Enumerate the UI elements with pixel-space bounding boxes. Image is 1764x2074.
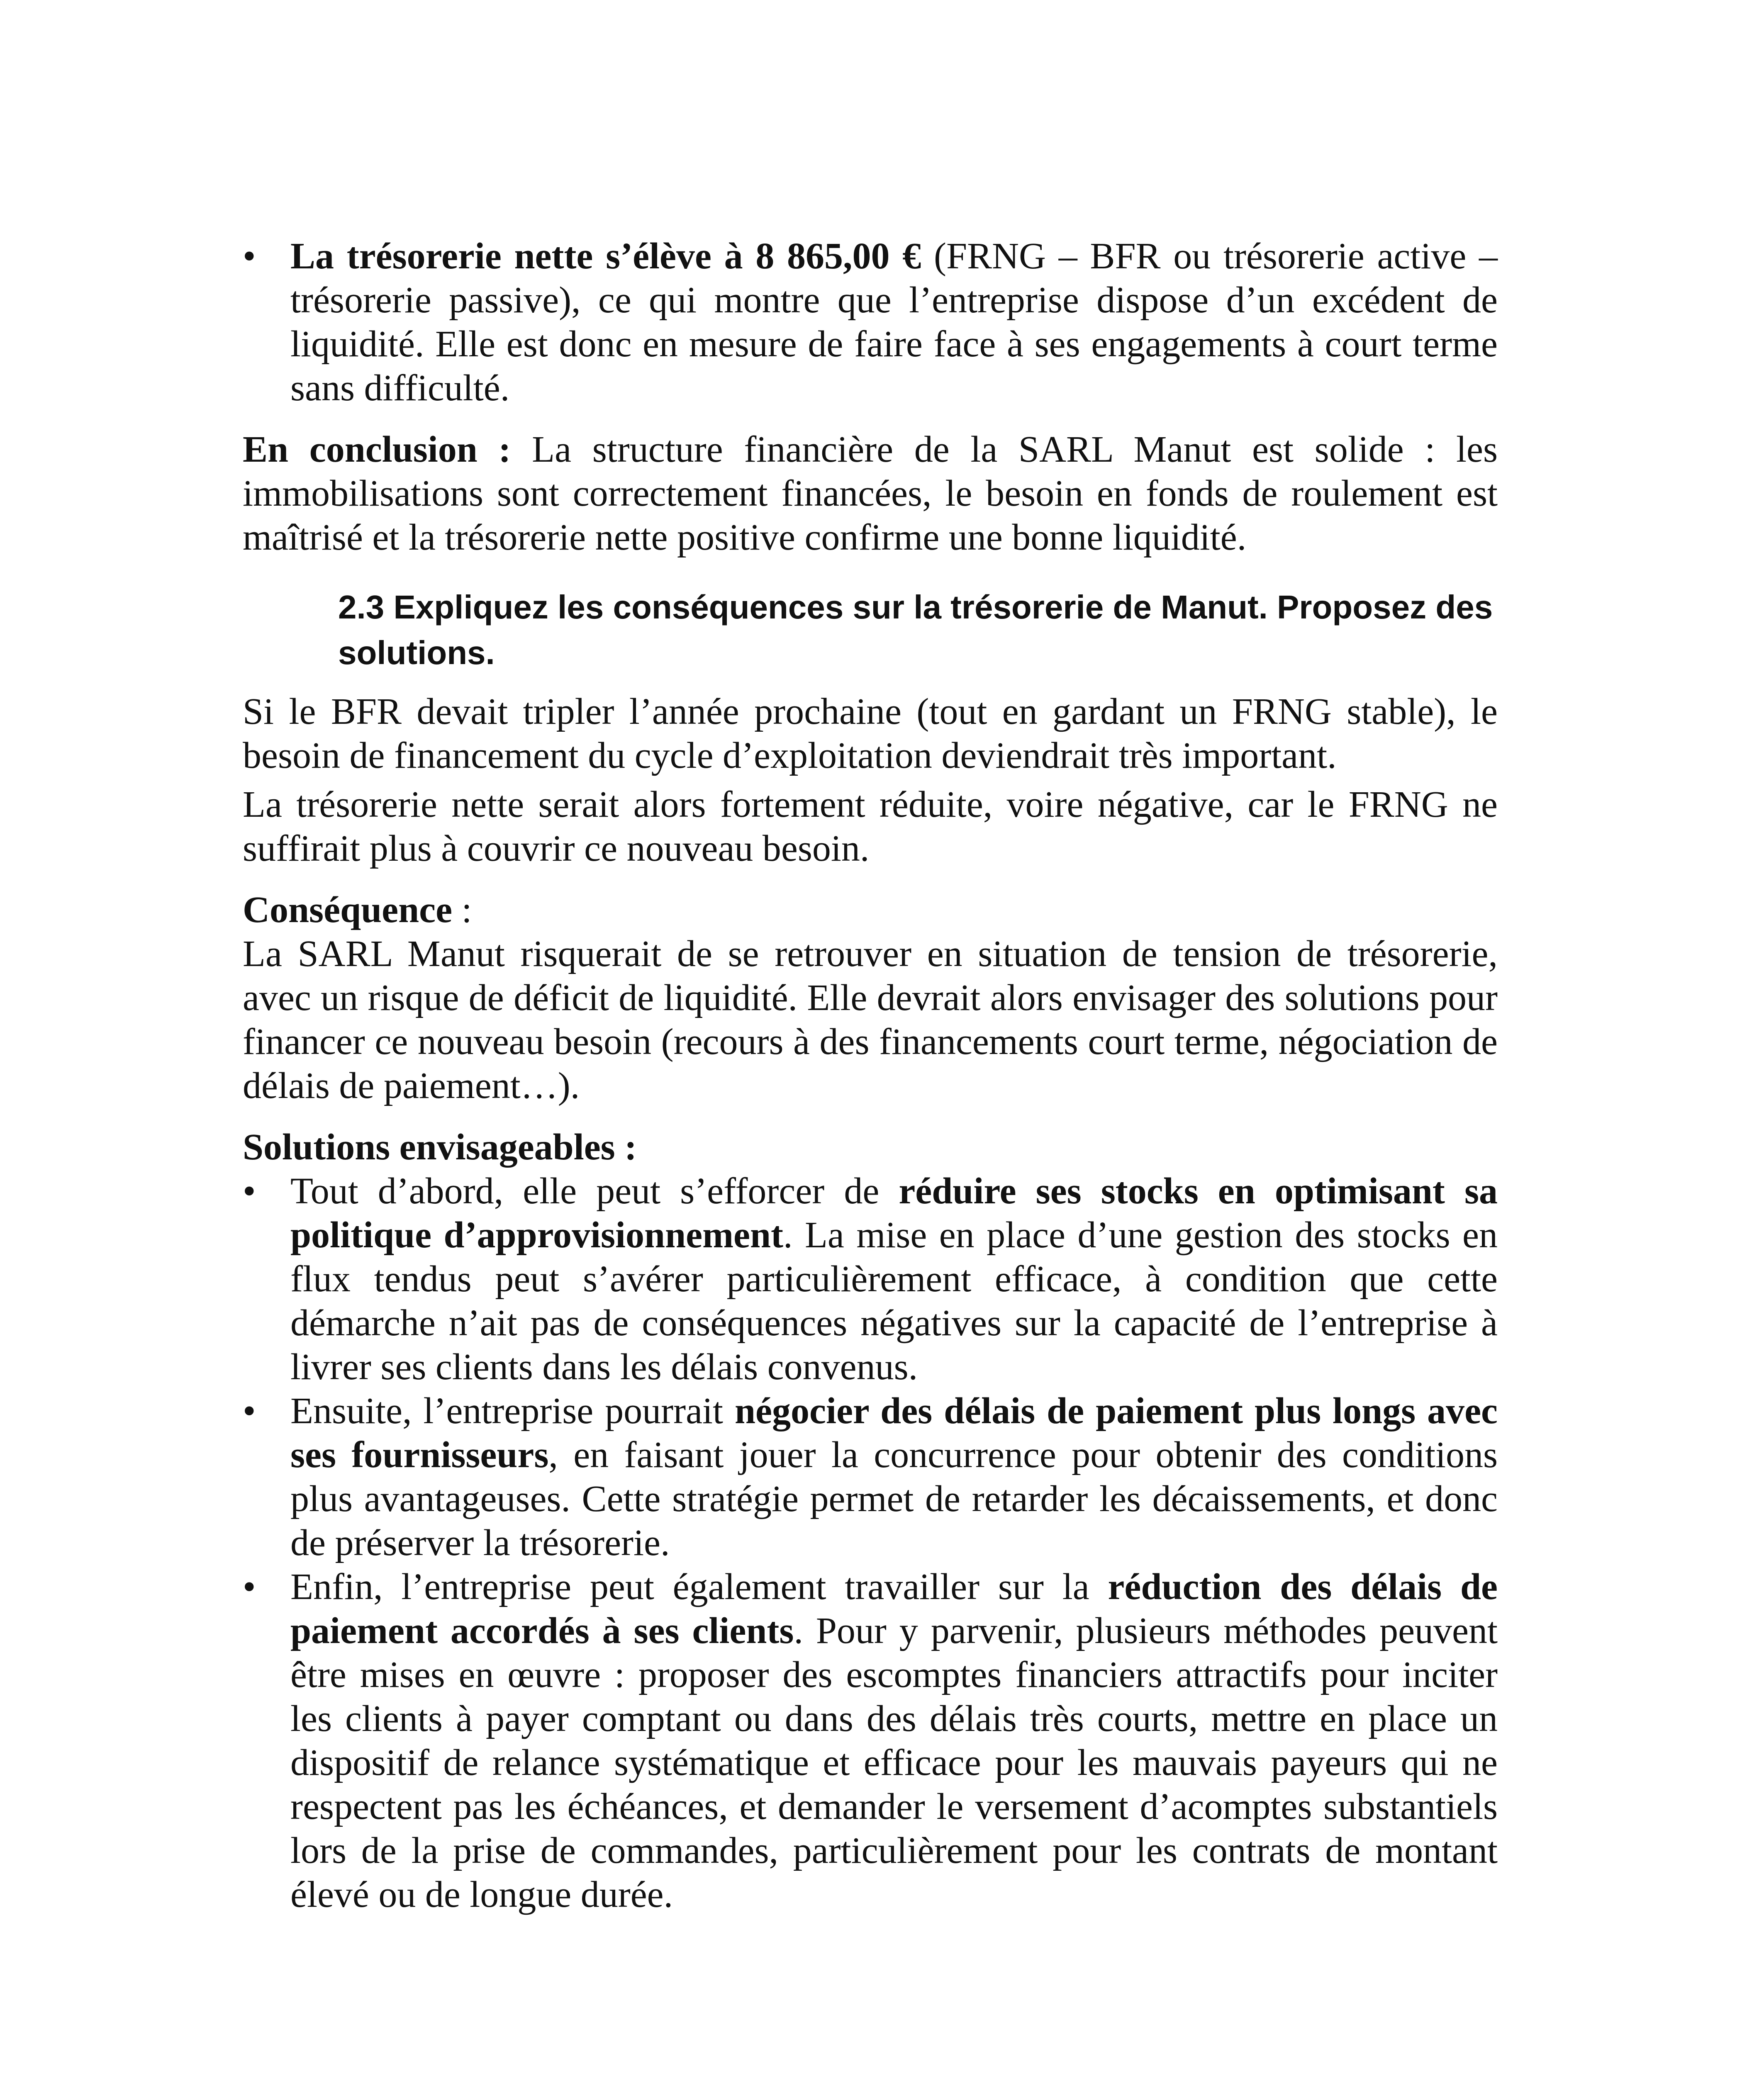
treasury-explanation: (FRNG – BFR ou trésorerie active – trésorerie passive), ce qui montre que l’entreprise dispose d’un excédent de liquidité. Elle est donc en mesure de faire face à ses engagements à court terme sans difficulté.: [290, 236, 1498, 409]
solution-text-before: Enfin, l’entreprise peut également travailler sur la: [290, 1566, 1108, 1607]
consequence-label: Conséquence: [243, 889, 453, 930]
solution-text-before: Ensuite, l’entreprise pourrait: [290, 1390, 735, 1431]
solution-item-suppliers: [243, 1389, 1498, 1565]
solution-bold-text: négocier des délais de paiement plus longs avec ses fournisseurs: [290, 1390, 1498, 1475]
solution-bold-text: réduire ses stocks en optimisant sa politique d’approvisionnement: [290, 1171, 1498, 1256]
bullet-mark: •: [243, 1566, 256, 1607]
solution-item-stocks: [243, 1169, 1498, 1389]
conclusion-label: En conclusion :: [243, 429, 511, 470]
bullet-mark: •: [243, 1390, 256, 1431]
question-heading: 2.3 Expliquez les conséquences sur la trésorerie de Manut. Proposez des solutions.: [338, 589, 1493, 671]
answer-paragraph-1: Si le BFR devait tripler l’année prochaine (tout en gardant un FRNG stable), le besoin de financement du cycle d’exploitation deviendrait très important.: [243, 691, 1498, 776]
consequence-heading: [243, 888, 1498, 932]
conclusion-paragraph: [243, 428, 1498, 560]
solution-text-after: . La mise en place d’une gestion des stocks en flux tendus peut s’avérer particulièrement efficace, à condition que cette démarche n’ait pas de conséquences négatives sur la capacité de l’entreprise à livrer ses clients dans les délais convenus.: [290, 1215, 1498, 1388]
consequence-paragraph: La SARL Manut risquerait de se retrouver en situation de tension de trésorerie, avec un risque de déficit de liquidité. Elle devrait alors envisager des solutions pour financer ce nouveau besoin (recours à des financements court terme, négociation de délais de paiement…).: [243, 933, 1498, 1106]
page-content: [243, 234, 1498, 1934]
solutions-heading: Solutions envisageables :: [243, 1127, 637, 1168]
solution-text-after: . Pour y parvenir, plusieurs méthodes peuvent être mises en œuvre : proposer des escomptes financiers attractifs pour inciter les clients à payer comptant ou dans des délais très courts, mettre en place un dispositif de relance systématique et efficace pour les mauvais payeurs qui ne respectent pas les échéances, et demander le versement d’acomptes substantiels lors de la prise de commandes, particulièrement pour les contrats de montant élevé ou de longue durée.: [290, 1610, 1498, 1915]
treasury-bullet-item: [243, 234, 1498, 410]
conclusion-text: La structure financière de la SARL Manut est solide : les immobilisations sont correctement financées, le besoin en fonds de roulement est maîtrisé et la trésorerie nette positive confirme une bonne liquidité.: [243, 429, 1498, 558]
bullet-mark: •: [243, 236, 256, 277]
solutions-list: [243, 1169, 1498, 1917]
answer-paragraph-2: La trésorerie nette serait alors fortement réduite, voire négative, car le FRNG ne suffirait plus à couvrir ce nouveau besoin.: [243, 784, 1498, 869]
solution-text-before: Tout d’abord, elle peut s’efforcer de: [290, 1171, 899, 1212]
solution-bold-text: réduction des délais de paiement accordés à ses clients: [290, 1566, 1498, 1651]
solution-item-clients: [243, 1565, 1498, 1917]
treasury-bullet-list: [243, 234, 1498, 410]
treasury-bold-statement: La trésorerie nette s’élève à 8 865,00 €: [290, 236, 921, 277]
consequence-colon: :: [452, 889, 472, 930]
solution-text-after: , en faisant jouer la concurrence pour obtenir des conditions plus avantageuses. Cette stratégie permet de retarder les décaissements, et donc de préserver la trésorerie.: [290, 1434, 1498, 1563]
bullet-mark: •: [243, 1171, 256, 1212]
